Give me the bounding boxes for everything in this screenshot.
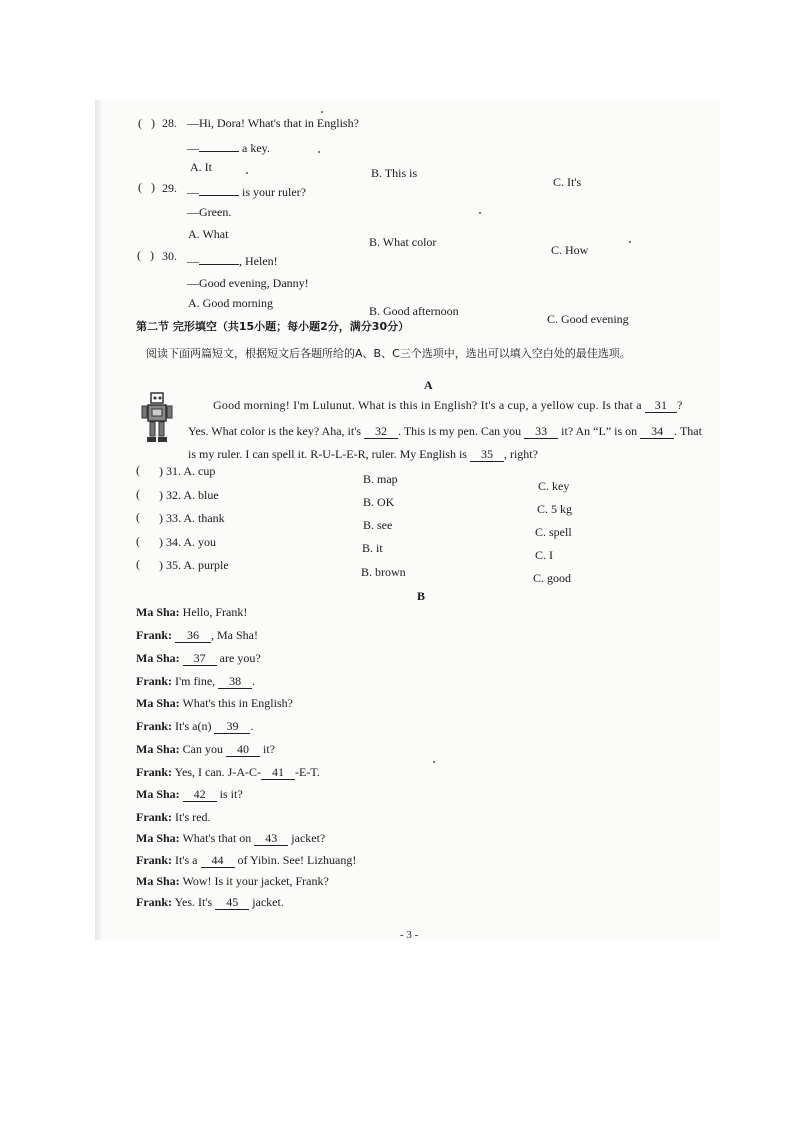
q30-option-b: B. Good afternoon <box>369 304 459 318</box>
blank-42: 42 <box>183 787 217 802</box>
page-number: - 3 - <box>400 929 419 941</box>
q29-prompt: — is your ruler? <box>187 185 306 199</box>
dialogue-line: Frank: It's a(n) 39 . <box>136 719 254 733</box>
q29-paren: ( ) <box>138 180 155 194</box>
q32-paren: ( <box>136 487 140 501</box>
q28-option-c: C. It's <box>553 175 582 189</box>
q28-num: 28. <box>162 116 177 130</box>
q29-option-a: A. What <box>188 227 229 241</box>
dialogue-line: Frank: 36 , Ma Sha! <box>136 628 258 642</box>
dialogue-line: Frank: It's a 44 of Yibin. See! Lizhuang! <box>136 853 357 867</box>
q35-option-a: ) 35. A. purple <box>159 558 229 572</box>
q33-option-b: B. see <box>363 518 393 532</box>
q28-paren: ( ) <box>138 116 155 130</box>
dialogue-line: Ma Sha: Can you 40 it? <box>136 742 276 756</box>
blank-45: 45 <box>215 895 249 910</box>
dialogue-line: Ma Sha: 37 are you? <box>136 651 261 665</box>
blank-38: 38 <box>218 674 252 689</box>
q30-response: —Good evening, Danny! <box>187 276 309 290</box>
q35-paren: ( <box>136 557 140 571</box>
q29-option-c: C. How <box>551 243 589 257</box>
blank-41: 41 <box>261 765 295 780</box>
blank-36: 36 <box>175 628 211 643</box>
q30-option-a: A. Good morning <box>188 296 273 310</box>
robot-icon <box>140 392 174 444</box>
blank-33: 33 <box>524 424 558 439</box>
q31-option-a: ) 31. A. cup <box>159 464 216 478</box>
q30-num: 30. <box>162 249 177 263</box>
scan-speck <box>246 172 248 174</box>
blank-35: 35 <box>470 447 504 462</box>
scan-speck <box>318 151 320 153</box>
q31-option-b: B. map <box>363 472 398 486</box>
q32-option-b: B. OK <box>363 495 395 509</box>
q28-response: — a key. <box>187 141 270 155</box>
q35-option-c: C. good <box>533 571 572 585</box>
q31-paren: ( <box>136 463 140 477</box>
blank-40: 40 <box>226 742 260 757</box>
dialogue-line: Frank: Yes. It's 45 jacket. <box>136 895 284 909</box>
scan-speck <box>629 241 631 243</box>
q35-option-b: B. brown <box>361 565 406 579</box>
dialogue-line: Ma Sha: What's that on 43 jacket? <box>136 831 326 845</box>
dialogue-line: Frank: I'm fine, 38 . <box>136 674 256 688</box>
passage-a-label: A <box>424 378 433 392</box>
dialogue-line: Frank: It's red. <box>136 810 211 824</box>
q31-option-c: C. key <box>538 479 570 493</box>
q28-option-a: A. It <box>190 160 212 174</box>
q30-paren: ( ) <box>137 248 154 262</box>
blank-31: 31 <box>645 398 677 413</box>
blank-37: 37 <box>183 651 217 666</box>
q34-option-a: ) 34. A. you <box>159 535 216 549</box>
q28-prompt: —Hi, Dora! What's that in English? <box>187 116 359 130</box>
q32-option-a: ) 32. A. blue <box>159 488 219 502</box>
dialogue-line: Frank: Yes, I can. J-A-C- 41 -E-T. <box>136 765 320 779</box>
passage-a-line-1: Good morning! I'm Lulunut. What is this in English? It's a cup, a yellow cup. Is that a 31 ? <box>213 398 683 412</box>
q32-option-c: C. 5 kg <box>537 502 573 516</box>
q29-response: —Green. <box>187 205 232 219</box>
blank-39: 39 <box>214 719 250 734</box>
passage-a-line-2: Yes. What color is the key? Aha, it's 32 . This is my pen. Can you 33 it? An “L” is on 34 . That <box>188 424 702 438</box>
q29-option-b: B. What color <box>369 235 437 249</box>
q34-option-c: C. I <box>535 548 553 562</box>
q29-num: 29. <box>162 181 177 195</box>
blank-44: 44 <box>201 853 235 868</box>
q33-option-a: ) 33. A. thank <box>159 511 225 525</box>
blank-34: 34 <box>640 424 674 439</box>
q34-option-b: B. it <box>362 541 383 555</box>
blank-43: 43 <box>254 831 288 846</box>
q28-option-b: B. This is <box>371 166 418 180</box>
scan-speck <box>433 761 435 763</box>
section2-instruction: 阅读下面两篇短文，根据短文后各题所给的A、B、C三个选项中，选出可以填入空白处的最佳选项。 <box>146 347 631 360</box>
dialogue-line: Ma Sha: Wow! Is it your jacket, Frank? <box>136 874 329 888</box>
q30-prompt: — , Helen! <box>187 254 278 268</box>
scan-speck <box>321 111 323 113</box>
blank-32: 32 <box>364 424 398 439</box>
scan-speck <box>479 212 481 214</box>
passage-b-label: B <box>417 589 426 603</box>
q33-option-c: C. spell <box>535 525 572 539</box>
q34-paren: ( <box>136 534 140 548</box>
passage-a-line-3: is my ruler. I can spell it. R-U-L-E-R, ruler. My English is 35 , right? <box>188 447 538 461</box>
dialogue-line: Ma Sha: Hello, Frank! <box>136 605 248 619</box>
q30-option-c: C. Good evening <box>547 312 629 326</box>
section2-heading: 第二节 完形填空（共15小题；每小题2分，满分30分） <box>136 320 410 333</box>
dialogue-line: Ma Sha: 42 is it? <box>136 787 243 801</box>
scan-edge-shadow <box>95 100 103 940</box>
q33-paren: ( <box>136 510 140 524</box>
dialogue-line: Ma Sha: What's this in English? <box>136 696 293 710</box>
